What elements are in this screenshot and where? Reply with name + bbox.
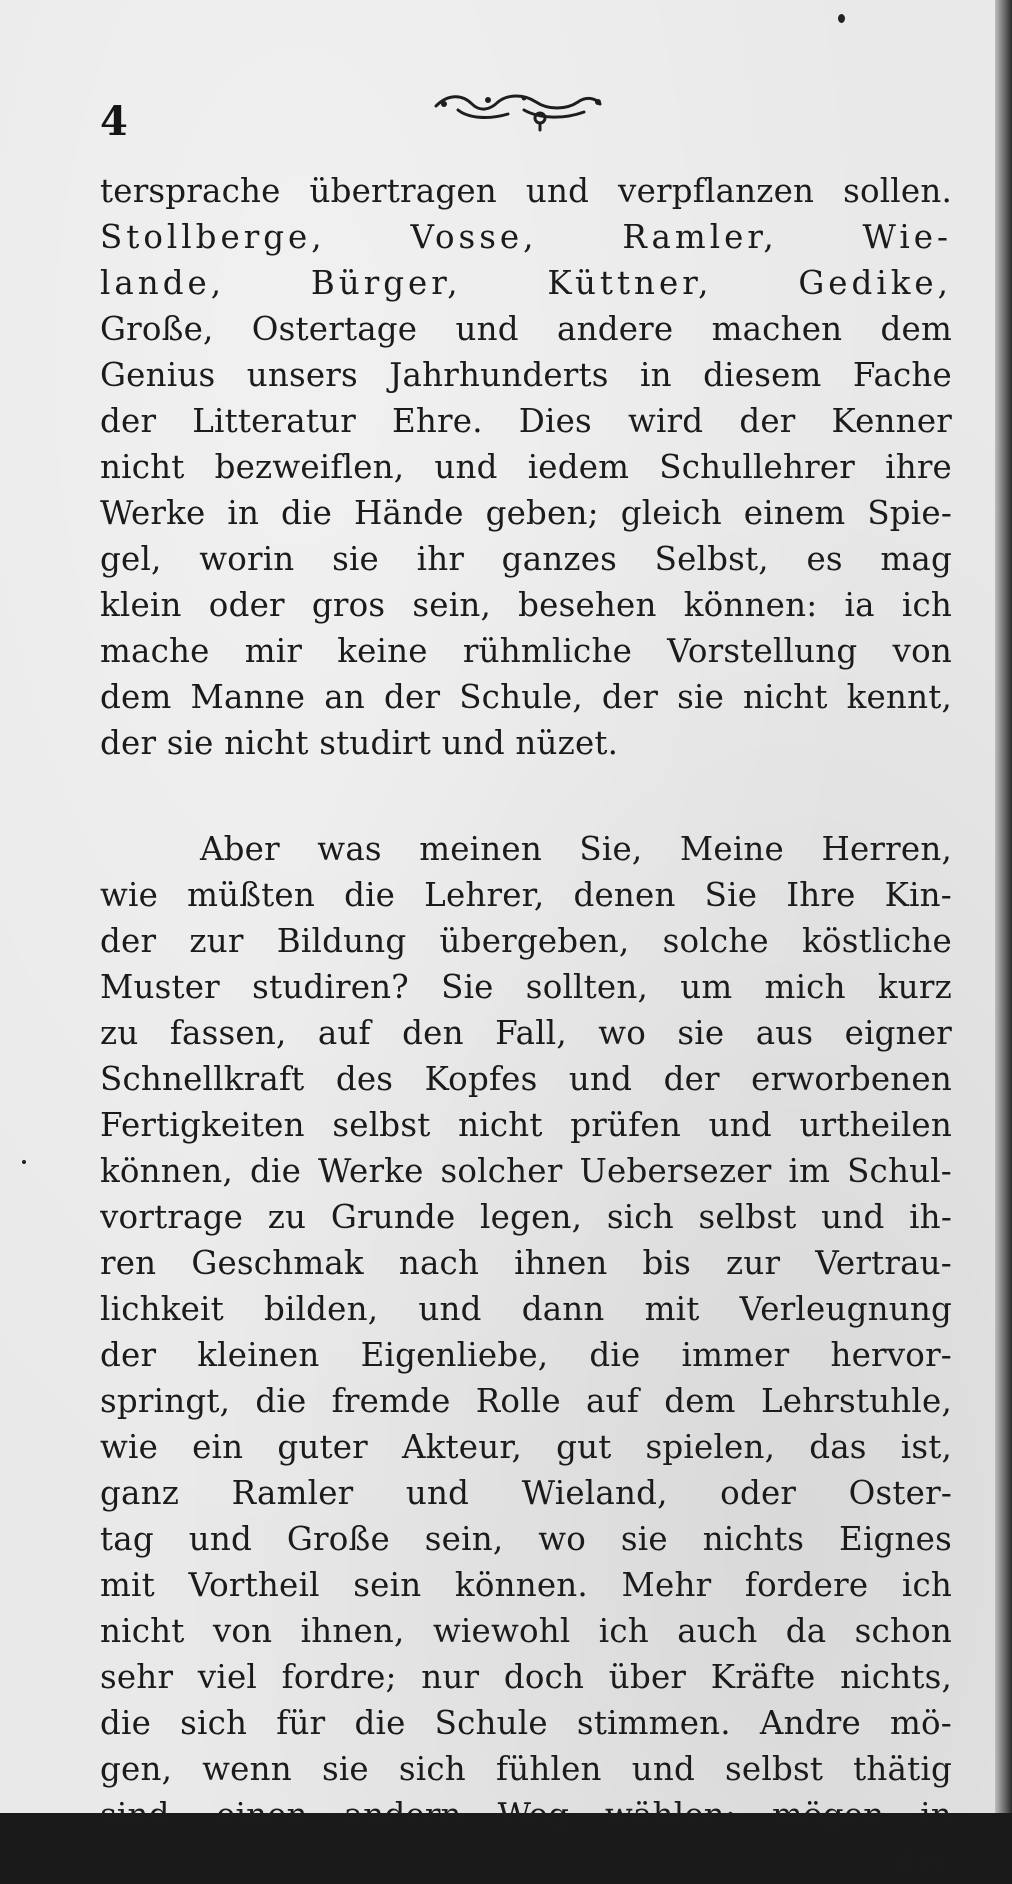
text-line: dem Manne an der Schule, der sie nicht kennt,: [100, 678, 952, 716]
text-line: Große, Ostertage und andere machen dem: [100, 310, 952, 348]
text-line: gen, wenn sie sich fühlen und selbst thätig: [100, 1750, 952, 1788]
text-line: die sich für die Schule stimmen. Andre mö-: [100, 1704, 952, 1742]
text-line: zu fassen, auf den Fall, wo sie aus eigner: [100, 1014, 952, 1052]
text-line: können, die Werke solcher Uebersezer im Schul-: [100, 1152, 952, 1190]
text-line: sind, einen andern Weg wählen; mögen in: [100, 1796, 952, 1834]
paragraph: [100, 826, 952, 1884]
text-line: Schnellkraft des Kopfes und der erworbenen: [100, 1060, 952, 1098]
catchword: der: [895, 1842, 952, 1880]
text-line: nicht von ihnen, wiewohl ich auch da schon: [100, 1612, 952, 1650]
text-line: Stollberge, Vosse, Ramler, Wie-: [100, 218, 952, 256]
ink-speck: [838, 14, 845, 23]
text-line: wie ein guter Akteur, gut spielen, das ist,: [100, 1428, 952, 1466]
text-line: der kleinen Eigenliebe, die immer hervor-: [100, 1336, 952, 1374]
text-line: Fertigkeiten selbst nicht prüfen und urtheilen: [100, 1106, 952, 1144]
text-line: ganz Ramler und Wieland, oder Oster-: [100, 1474, 952, 1512]
page-number: 4: [100, 98, 128, 145]
text-line: der zur Bildung übergeben, solche köstliche: [100, 922, 952, 960]
text-line: Muster studiren? Sie sollten, um mich kurz: [100, 968, 952, 1006]
text-line: klein oder gros sein, besehen können: ia ich: [100, 586, 952, 624]
vignette-ornament-icon: [428, 80, 608, 132]
text-line: der sie nicht studirt und nüzet.: [100, 724, 619, 762]
text-line: tag und Große sein, wo sie nichts Eignes: [100, 1520, 952, 1558]
ink-speck: [22, 1160, 26, 1164]
text-line: vortrage zu Grunde legen, sich selbst und ih-: [100, 1198, 952, 1236]
text-line: nicht bezweiflen, und iedem Schullehrer ihre: [100, 448, 952, 486]
text-line: Genius unsers Jahrhunderts in diesem Fache: [100, 356, 952, 394]
text-line: springt, die fremde Rolle auf dem Lehrstuhle,: [100, 1382, 952, 1420]
text-line: sehr viel fordre; nur doch über Kräfte nichts,: [100, 1658, 952, 1696]
text-line: wie müßten die Lehrer, denen Sie Ihre Kin-: [100, 876, 952, 914]
body-text: [100, 168, 952, 1884]
text-line: mache mir keine rühmliche Vorstellung von: [100, 632, 952, 670]
text-line: Werke in die Hände geben; gleich einem Spie-: [100, 494, 952, 532]
text-line: gel, worin sie ihr ganzes Selbst, es mag: [100, 540, 952, 578]
text-line: lichkeit bilden, und dann mit Verleugnung: [100, 1290, 952, 1328]
text-line: mit Vortheil sein können. Mehr fordere ich: [100, 1566, 952, 1604]
paragraph: [100, 168, 952, 766]
text-line: ren Geschmak nach ihnen bis zur Vertrau-: [100, 1244, 952, 1282]
text-line: tersprache übertragen und verpflanzen sollen.: [100, 172, 952, 210]
text-line: der Litteratur Ehre. Dies wird der Kenner: [100, 402, 952, 440]
book-spine-edge: [995, 0, 1012, 1813]
text-line: Aber was meinen Sie, Meine Herren,: [200, 830, 952, 868]
text-line: lande, Bürger, Küttner, Gedike,: [100, 264, 952, 302]
